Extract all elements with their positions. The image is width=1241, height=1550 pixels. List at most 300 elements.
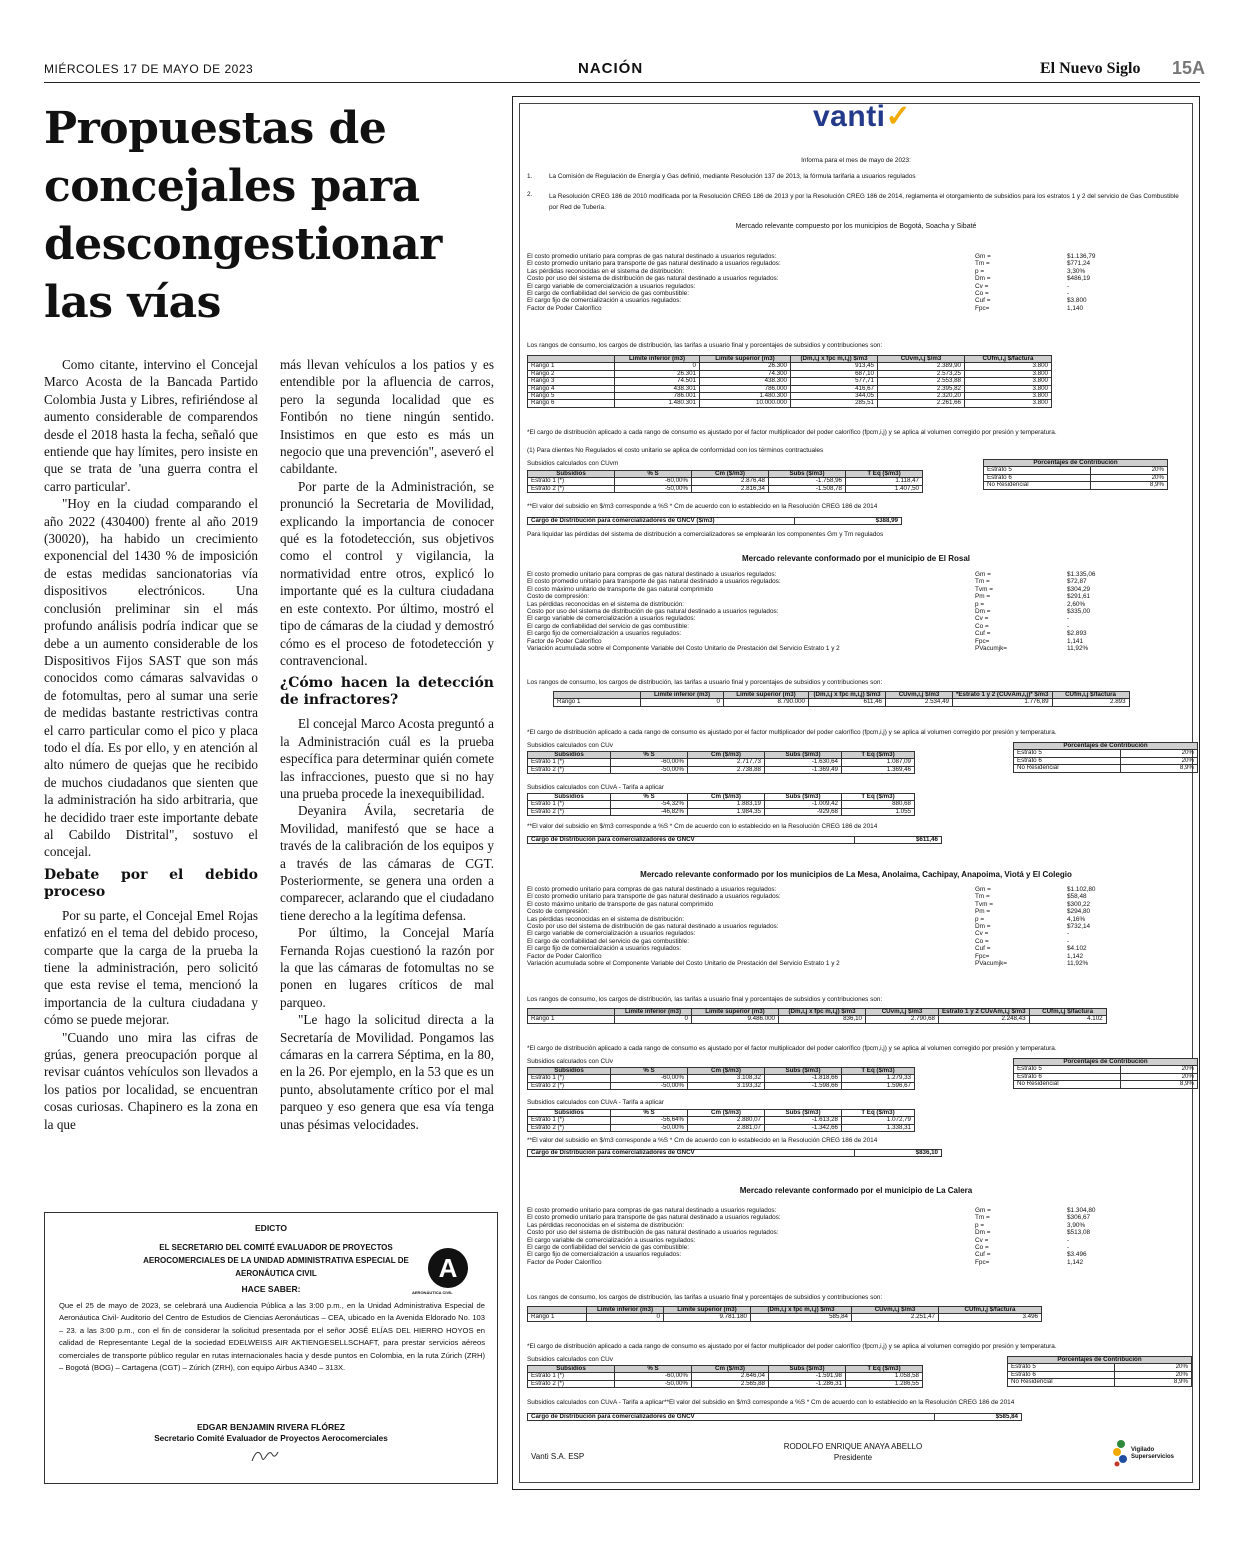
parameter-row — [527, 623, 1167, 630]
table-cell: 786.000 — [700, 385, 791, 392]
table-cell: 8,9% — [1115, 1379, 1192, 1386]
table-cell: -929,68 — [765, 808, 842, 815]
parameter-row — [527, 260, 1167, 267]
parameter-value: 1,142 — [1067, 952, 1083, 960]
market-1-ranges-table — [527, 355, 1052, 408]
table-cell: 2.395,82 — [878, 385, 965, 392]
table-cell: -60,00% — [615, 1373, 692, 1380]
parameter-value: $771,24 — [1067, 260, 1091, 268]
table-header-cell: Cm ($/m3) — [688, 752, 765, 759]
parameter-label: Costo por uso del sistema de distribución de gas natural destinado a usuarios regulados: — [527, 922, 779, 930]
table-cell: 285,51 — [791, 400, 878, 407]
parameter-row — [527, 1237, 1167, 1244]
parameter-label: Variación acumulada sobre el Componente Variable del Costo Unitario de Prestación del Servicio Estrato 1 y 2 — [527, 959, 840, 967]
table-cell: Rango 3 — [528, 378, 615, 385]
table-header-cell: Cm ($/m3) — [692, 1366, 769, 1373]
table-cell: 1.480.300 — [700, 393, 791, 400]
section-title: NACIÓN — [578, 60, 644, 77]
contributions-header: Porcentajes de Contribución — [1014, 1059, 1198, 1066]
table-row — [528, 478, 923, 485]
parameter-value: $294,80 — [1067, 908, 1091, 916]
market-4-note: *El cargo de distribución aplicado a cada rango de consumo es ajustado por el factor multiplicador del poder calorífico (fpcm,i,j) y se aplica al volumen corregido por presión y temperatura. — [527, 1343, 1057, 1350]
parameter-value: 11,92% — [1067, 959, 1089, 967]
table-header-cell: CUvm,i,j $/m3 — [852, 1307, 939, 1314]
table-header-cell: Cm ($/m3) — [688, 794, 765, 801]
table-cell: -50,00% — [615, 485, 692, 492]
cargo-value: $836,10 — [855, 1150, 942, 1157]
parameter-symbol: Cv = — [975, 282, 989, 290]
table-header-cell: (Dm,i,j x fpc m,i,j) $/m3 — [779, 1009, 866, 1016]
parameter-value: 3,30% — [1067, 267, 1086, 275]
market-3-note: *El cargo de distribución aplicado a cada rango de consumo es ajustado por el factor multiplicador del poder calorífico (fpcm,i,j) y se aplica al volumen corregido por presión y temperatura. — [527, 1045, 1057, 1052]
table-cell: Estrato 5 — [1014, 750, 1121, 757]
table-row — [528, 393, 1052, 400]
table-cell: Estrato 1 (*) — [528, 1075, 611, 1082]
parameter-symbol: Cuf = — [975, 630, 991, 638]
article-headline: Propuestas de concejales para descongestionar las vías — [44, 103, 442, 328]
market-3-subsidies-table — [527, 1067, 915, 1090]
parameter-symbol: Dm = — [975, 607, 991, 615]
table-header-cell: % S — [611, 752, 688, 759]
table-cell: 2.248,43 — [939, 1016, 1030, 1023]
parameter-value: $486,19 — [1067, 275, 1091, 283]
parameter-value: $304,29 — [1067, 585, 1091, 593]
edict-title: EDICTO — [255, 1223, 287, 1233]
table-cell: 1.369,46 — [842, 766, 915, 773]
table-cell: 3.800 — [965, 363, 1052, 370]
table-row — [528, 1117, 915, 1124]
table-header-cell: Subs ($/m3) — [765, 794, 842, 801]
table-cell: 8,9% — [1121, 1081, 1198, 1088]
market-1-title: Mercado relevante compuesto por los municipios de Bogotá, Soacha y Sibaté — [735, 223, 977, 230]
parameter-value: 3,90% — [1067, 1221, 1086, 1229]
table-cell: -46,82% — [611, 808, 688, 815]
market-2-ranges-intro: Los rangos de consumo, los cargos de distribución, las tarifas a usuario final y porcentajes de subsidios y contribuciones son: — [527, 679, 883, 686]
parameter-value: 1,142 — [1067, 1258, 1083, 1266]
table-header-cell: % S — [611, 1110, 688, 1117]
edict-subtitle: HACE SABER: — [241, 1284, 301, 1294]
market-4-note: Subsidios calculados con CUvA - Tarifa a aplicar**El valor del subsidio en $/m3 corresponde a %S * Cm de acuerdo con lo establecido en la Resolución CREG 186 de 2014 — [527, 1399, 1015, 1406]
table-header-cell: T Eq ($/m3) — [842, 1110, 915, 1117]
table-cell: Estrato 1 (*) — [528, 759, 611, 766]
table-row — [984, 482, 1168, 489]
parameter-label: Variación acumulada sobre el Componente Variable del Costo Unitario de Prestación del Servicio Estrato 1 y 2 — [527, 644, 840, 652]
paragraph: Por su parte, el Concejal Emel Rojas enfatizó en el tema del debido proceso, comparte que la carga de la prueba la tiene la administración, pero solicitó que esta revise el tema, mencionó la importancia de la cultura ciudadana y cómo se puede mejorar. — [44, 907, 258, 1028]
cargo-value: $585,84 — [935, 1414, 1022, 1421]
parameter-label: El costo promedio unitario para compras de gas natural destinado a usuarios regulados: — [527, 253, 777, 260]
table-cell: Rango 1 — [554, 699, 641, 706]
table-cell: Rango 5 — [528, 393, 615, 400]
table-cell: 2.717,73 — [688, 759, 765, 766]
parameter-value: 1,140 — [1067, 304, 1083, 312]
parameter-row — [527, 923, 1167, 930]
newspaper-name: El Nuevo Siglo — [1040, 60, 1141, 77]
parameter-value: - — [1067, 937, 1070, 945]
table-header-cell: Límite inferior (m3) — [615, 356, 700, 363]
parameter-symbol: Cuf = — [975, 297, 991, 305]
parameter-symbol: Fpc= — [975, 304, 990, 312]
market-1-contributions-table — [983, 459, 1168, 490]
cargo-value: $388,99 — [795, 518, 902, 525]
parameter-value: 2,60% — [1067, 600, 1086, 608]
table-cell: 4.102 — [1029, 1016, 1106, 1023]
market-2-cargo-table — [527, 836, 942, 844]
table-header-cell: (Dm,i,j x fpc m,i,j) $/m3 — [791, 356, 878, 363]
parameter-value: $1.304,80 — [1067, 1207, 1096, 1214]
table-cell: -1.818,66 — [765, 1075, 842, 1082]
table-cell: 2.389,90 — [878, 363, 965, 370]
table-cell: 2.738,88 — [688, 766, 765, 773]
table-cell: 1.480.301 — [615, 400, 700, 407]
parameter-label: El cargo fijo de comercialización a usuarios regulados: — [527, 945, 682, 953]
table-row — [1014, 1081, 1198, 1088]
table-cell: No Residencial — [1014, 765, 1121, 772]
table-cell: 438.300 — [700, 378, 791, 385]
market-3-parameters — [527, 886, 1167, 967]
footer-signer: RODOLFO ENRIQUE ANAYA ABELLO — [783, 1442, 923, 1451]
parameter-row — [527, 275, 1167, 282]
table-cell: 1.058,58 — [846, 1373, 923, 1380]
table-cell: Estrato 1 (*) — [528, 478, 615, 485]
parameter-symbol: p = — [975, 267, 985, 275]
parameter-value: - — [1067, 930, 1070, 938]
market-1-subsidies-intro: Subsidios calculados con CUvm — [527, 460, 619, 467]
table-header-row — [528, 356, 1052, 363]
table-cell: 0 — [615, 363, 700, 370]
parameter-row — [527, 268, 1167, 275]
market-3-title: Mercado relevante conformado por los municipios de La Mesa, Anolaima, Cachipay, Anapoima, Viotá y El Colegio — [640, 870, 1072, 879]
table-cell: 344,05 — [791, 393, 878, 400]
table-cell: 2.261,66 — [878, 400, 965, 407]
table-cell: 2.790,68 — [866, 1016, 939, 1023]
table-cell: Estrato 5 — [1014, 1066, 1121, 1073]
parameter-value: $732,14 — [1067, 922, 1091, 930]
contributions-header: Porcentajes de Contribución — [1014, 743, 1198, 750]
table-cell: 3.496 — [939, 1314, 1042, 1321]
table-header-cell: Límite superior (m3) — [724, 692, 809, 699]
table-cell: 20% — [1115, 1371, 1192, 1378]
parameter-value: $4.102 — [1067, 945, 1087, 953]
market-3-contributions-table — [1013, 1058, 1198, 1089]
table-cell: No Residencial — [984, 482, 1091, 489]
table-cell: 585,84 — [751, 1314, 852, 1321]
table-cell: 2.251,47 — [852, 1314, 939, 1321]
parameter-value: - — [1067, 1243, 1070, 1251]
parameter-value: $1.335,06 — [1067, 571, 1096, 578]
cargo-label: Cargo de Distribución para comercializadores de GNCV ($/m3) — [528, 518, 795, 525]
paragraph: "Cuando uno mira las cifras de grúas, genera preocupación porque al revisar cuántos vehículos son llevados a los patios por localidad, se encuentran cosas curiosas. Chapinero es la zona en la que — [44, 1029, 258, 1132]
table-header-cell: CUfm,i,j $/factura — [1029, 1009, 1106, 1016]
table-header-cell: Estrato 1 y 2 CUvAm,i,j $/m3 — [939, 1009, 1030, 1016]
table-cell: 8.790.000 — [724, 699, 809, 706]
table-cell: 2.573,25 — [878, 370, 965, 377]
table-header-cell: Subs ($/m3) — [769, 471, 846, 478]
table-header-row — [528, 1307, 1042, 1314]
parameter-label: El cargo variable de comercialización a usuarios regulados: — [527, 1236, 696, 1244]
table-cell: Rango 1 — [528, 1314, 587, 1321]
table-cell: 9.781.180 — [664, 1314, 751, 1321]
table-cell: 611,46 — [809, 699, 886, 706]
parameter-value: $335,00 — [1067, 607, 1091, 615]
market-4-cargo-table — [527, 1413, 1022, 1421]
table-row — [528, 1016, 1107, 1023]
article-column-1 — [44, 356, 258, 1133]
parameter-row — [527, 615, 1167, 622]
market-2-subsidies-table — [527, 751, 915, 774]
table-cell: 3.800 — [965, 400, 1052, 407]
table-cell: -60,00% — [615, 478, 692, 485]
table-header-row — [528, 471, 923, 478]
table-cell: -1.598,66 — [765, 1082, 842, 1089]
parameter-label: Factor de Poder Calorífico — [527, 952, 602, 960]
table-cell: 3.108,32 — [688, 1075, 765, 1082]
parameter-label: El costo máximo unitario de transporte de gas natural comprimido — [527, 900, 714, 908]
market-1-note: *El cargo de distribución aplicado a cada rango de consumo es ajustado por el factor multiplicador del poder calorífico (fpcm,i,j) y se aplica al volumen corregido por presión y temperatura. — [527, 429, 1057, 436]
parameter-symbol: Dm = — [975, 922, 991, 930]
table-row — [528, 363, 1052, 370]
market-1-note: **El valor del subsidio en $/m3 corresponde a %S * Cm de acuerdo con lo establecido en la Resolución CREG 186 de 2014 — [527, 503, 878, 510]
table-cell: -1.613,28 — [765, 1117, 842, 1124]
parameter-label: El cargo fijo de comercialización a usuarios regulados: — [527, 297, 682, 305]
header-date: MIÉRCOLES 17 DE MAYO DE 2023 — [44, 62, 254, 76]
table-row — [528, 801, 915, 808]
parameter-symbol: Cv = — [975, 930, 989, 938]
table-header-cell: Límite superior (m3) — [700, 356, 791, 363]
table-cell: 1.883,19 — [688, 801, 765, 808]
parameter-value: 11,92% — [1067, 644, 1089, 652]
table-cell: Estrato 6 — [1014, 1073, 1121, 1080]
table-cell: 2.880,07 — [688, 1117, 765, 1124]
check-icon: ✓ — [885, 100, 912, 133]
edict-signer: EDGAR BENJAMIN RIVERA FLÓREZ — [197, 1422, 345, 1433]
parameter-row — [527, 1214, 1167, 1221]
table-cell: 1.118,47 — [846, 478, 923, 485]
table-cell: 1.407,50 — [846, 485, 923, 492]
table-header-cell: CUvm,i,j $/m3 — [878, 356, 965, 363]
table-cell: 0 — [641, 699, 724, 706]
table-cell: Rango 1 — [528, 1016, 615, 1023]
parameter-label: El cargo fijo de comercialización a usuarios regulados: — [527, 1251, 682, 1259]
footer-signer-role: Presidente — [833, 1453, 873, 1462]
market-2-ranges-table — [553, 691, 1130, 707]
table-cell: 416,67 — [791, 385, 878, 392]
parameter-row — [527, 305, 1167, 312]
table-header-cell: Subs ($/m3) — [765, 1068, 842, 1075]
table-cell: 2.646,04 — [692, 1373, 769, 1380]
table-header-cell: (Dm,i,j x fpc m,i,j) $/m3 — [751, 1307, 852, 1314]
market-1-cargo-table — [527, 517, 902, 525]
parameter-label: Costo de compresión: — [527, 908, 590, 916]
table-cell: 20% — [1121, 750, 1198, 757]
paragraph: "Hoy en la ciudad comparando el año 2022 (430400) frente al año 2019 (30020), ha habido un crecimiento exponencial del 1430 % de imposición de estas medidas sancionatorias vía dispositivos electrónicos. Una conclusión preliminar sin el más profundo análisis podría indicar que se debe a un aumento considerable de los Dispositivos Fijos SAST que son más conocidos como cámaras salvavidas o de fotomultas, pero al sumar una serie de medidas bastante restrictivas contra el carro particular como el pico y placa todo el día. Es por ello, y en atención al alto número de quejas que he recibido de muchos ciudadanos que sienten que la administración ha sido arbitraria, que he decidido traer este importante debate al Cabildo Distrital", sostuvo el concejal. — [44, 496, 258, 860]
table-cell: 20% — [1121, 1073, 1198, 1080]
contributions-header: Porcentajes de Contribución — [984, 460, 1168, 467]
vigilado-label: Vigilado Superservicios — [1131, 1447, 1175, 1460]
table-cell: 3.800 — [965, 385, 1052, 392]
table-cell: Rango 6 — [528, 400, 615, 407]
table-cell: Rango 1 — [528, 363, 615, 370]
parameter-label: El costo máximo unitario de transporte de gas natural comprimido — [527, 585, 714, 593]
parameter-label: El cargo de confiabilidad del servicio de gas combustible: — [527, 622, 689, 630]
parameter-row — [527, 290, 1167, 297]
parameter-symbol: Gm = — [975, 1207, 991, 1214]
footer-company: Vanti S.A. ESP — [531, 1452, 585, 1461]
table-cell: Estrato 1 (*) — [528, 1117, 611, 1124]
market-4-contributions-table — [1007, 1356, 1192, 1387]
market-1-note: Para liquidar las pérdidas del sistema de distribución a comercializadores se emplearán los componentes Gm y Tm regulados — [527, 531, 884, 538]
parameter-value: $1.136,79 — [1067, 253, 1096, 260]
parameter-value: $3.496 — [1067, 1251, 1087, 1259]
parameter-row — [527, 608, 1167, 615]
parameter-row — [527, 601, 1167, 608]
parameter-symbol: Cuf = — [975, 1251, 991, 1259]
market-2-subsidies-cuva-table — [527, 793, 915, 816]
table-row — [528, 370, 1052, 377]
table-cell: 20% — [1121, 1066, 1198, 1073]
table-cell: 1.286,55 — [846, 1380, 923, 1387]
table-cell: -50,00% — [611, 766, 688, 773]
table-row — [1008, 1379, 1192, 1386]
parameter-value: $306,67 — [1067, 1214, 1091, 1222]
parameter-symbol: Tvm = — [975, 585, 993, 593]
parameter-row — [527, 645, 1167, 652]
parameter-value: $72,87 — [1067, 578, 1087, 586]
table-header-cell: (Dm,i,j x fpc m,i,j) $/m3 — [809, 692, 886, 699]
parameter-value: 1,141 — [1067, 637, 1083, 645]
parameter-symbol: PVacumjk= — [975, 959, 1008, 967]
parameter-row — [527, 571, 1167, 578]
table-cell: -54,32% — [611, 801, 688, 808]
edict-signer-role: Secretario Comité Evaluador de Proyectos Aerocomerciales — [154, 1434, 388, 1444]
table-cell: Rango 4 — [528, 385, 615, 392]
table-header-cell: CUfm,i,j $/factura — [1052, 692, 1129, 699]
parameter-symbol: Gm = — [975, 571, 991, 578]
market-4-ranges-table — [527, 1306, 1042, 1322]
table-cell: -1.591,98 — [769, 1373, 846, 1380]
table-row — [528, 1314, 1042, 1321]
market-2-parameters — [527, 571, 1167, 652]
table-header-cell: % S — [611, 1068, 688, 1075]
parameter-row — [527, 953, 1167, 960]
table-cell: 26.300 — [700, 363, 791, 370]
market-4-parameters — [527, 1207, 1167, 1266]
table-row — [1014, 765, 1198, 772]
market-3-ranges-table — [527, 1008, 1107, 1024]
parameter-value: - — [1067, 615, 1070, 623]
table-cell: 2.881,07 — [688, 1124, 765, 1131]
parameter-label: El costo promedio unitario para compras de gas natural destinado a usuarios regulados: — [527, 1207, 777, 1214]
market-1-ranges-intro: Los rangos de consumo, los cargos de distribución, las tarifas a usuario final y porcentajes de subsidios y contribuciones son: — [527, 342, 883, 349]
paragraph: "Le hago la solicitud directa a la Secretaría de Movilidad. Pongamos las cámaras en la carrera Séptima, en la 80, en la 26. Por ejemplo, en la 53 que es un punto, absolutamente crítico por el mal parqueo y eso genera que esa vía tenga unas pésimas velocidades. — [280, 1012, 494, 1132]
parameter-symbol: Pm = — [975, 593, 991, 601]
parameter-value: $300,22 — [1067, 900, 1091, 908]
table-row — [528, 808, 915, 815]
table-header-cell: Subsidios — [528, 471, 615, 478]
table-cell: 0 — [615, 1016, 692, 1023]
paragraph: El concejal Marco Acosta preguntó a la Administración cuál es la prueba específica para determinar quién comete las infracciones, puesto que si no hay una prueba procede la inexequibilidad. — [280, 716, 494, 801]
table-cell: Estrato 2 (*) — [528, 1124, 611, 1131]
table-cell: -50,00% — [611, 1082, 688, 1089]
parameter-symbol: Fpc= — [975, 1258, 990, 1266]
parameter-label: El costo promedio unitario para transporte de gas natural destinado a usuarios regulados: — [527, 893, 781, 901]
table-cell: Estrato 5 — [1008, 1364, 1115, 1371]
market-3-cargo-table — [527, 1149, 942, 1157]
table-cell: 2.553,88 — [878, 378, 965, 385]
table-header-cell: T Eq ($/m3) — [846, 471, 923, 478]
market-1-note: (1) Para clientes No Regulados el costo unitario se aplica de conformidad con los términos contractuales — [527, 447, 824, 454]
parameter-row — [527, 960, 1167, 967]
market-2-subsidies-cuva-intro: Subsidios calculados con CUvA - Tarifa a aplicar — [527, 784, 664, 791]
table-row — [528, 378, 1052, 385]
table-cell: 8,9% — [1121, 765, 1198, 772]
signature-icon — [250, 1446, 280, 1466]
table-cell: -1.630,64 — [765, 759, 842, 766]
table-cell: 20% — [1091, 467, 1168, 474]
table-cell: 9.486.000 — [692, 1016, 779, 1023]
parameter-label: El costo promedio unitario para transporte de gas natural destinado a usuarios regulados: — [527, 1214, 781, 1222]
table-header-cell: CUfm,i,j $/factura — [965, 356, 1052, 363]
paragraph: más llevan vehículos a los patios y es entendible por la afluencia de carros, pero la segunda localidad que es Fontibón no tiene ningún sentido. Insistimos en que esto es más un negocio que una prevención", aseveró el cabildante. — [280, 357, 494, 477]
table-header-cell: Límite superior (m3) — [692, 1009, 779, 1016]
market-2-title: Mercado relevante conformado por el municipio de El Rosal — [741, 554, 971, 563]
article-column-2 — [280, 356, 494, 1133]
parameter-label: El costo promedio unitario para transporte de gas natural destinado a usuarios regulados: — [527, 260, 781, 268]
table-cell: 836,10 — [779, 1016, 866, 1023]
parameter-value: - — [1067, 282, 1070, 290]
market-2-contributions-table — [1013, 742, 1198, 773]
parameter-value: $513,08 — [1067, 1229, 1091, 1237]
table-cell: 2.320,20 — [878, 393, 965, 400]
parameter-label: Las pérdidas reconocidas en el sistema de distribución: — [527, 915, 685, 923]
parameter-symbol: p = — [975, 600, 985, 608]
table-header-cell: Subs ($/m3) — [765, 752, 842, 759]
table-cell: 1.596,67 — [842, 1082, 915, 1089]
parameter-row — [527, 945, 1167, 952]
table-header-cell: Subs ($/m3) — [769, 1366, 846, 1373]
cargo-label: Cargo de Distribución para comercializadores de GNCV — [528, 837, 855, 844]
notice-intro: Informa para el mes de mayo de 2023: — [801, 157, 911, 164]
table-cell: 1.984,35 — [688, 808, 765, 815]
parameter-symbol: Tm = — [975, 893, 990, 901]
table-header-cell: CUvm,i,j $/m3 — [886, 692, 953, 699]
paragraph: Por último, la Concejal María Fernanda Rojas cuestionó la razón por la que las cámaras de fotomultas no se ponen en lugares críticos de mal parqueo. — [280, 925, 494, 1010]
table-header-cell: Subsidios — [528, 1110, 611, 1117]
parameter-symbol: Co = — [975, 937, 989, 945]
market-4-subsidies-table — [527, 1365, 923, 1388]
table-header-cell: % S — [615, 1366, 692, 1373]
parameter-label: El costo promedio unitario para compras de gas natural destinado a usuarios regulados: — [527, 571, 777, 578]
table-cell: Estrato 2 (*) — [528, 1380, 615, 1387]
parameter-symbol: Co = — [975, 622, 989, 630]
parameter-value: - — [1067, 1236, 1070, 1244]
table-cell: Estrato 6 — [984, 474, 1091, 481]
table-cell: 3.800 — [965, 393, 1052, 400]
parameter-row — [527, 638, 1167, 645]
market-2-note: *El cargo de distribución aplicado a cada rango de consumo es ajustado por el factor multiplicador del poder calorífico (fpcm,i,j) y se aplica al volumen corregido por presión y temperatura. — [527, 729, 1057, 736]
market-3-note: **El valor del subsidio en $/m3 corresponde a %S * Cm de acuerdo con lo establecido en la Resolución CREG 186 de 2014 — [527, 1137, 878, 1144]
parameter-label: El cargo variable de comercialización a usuarios regulados: — [527, 282, 696, 290]
table-cell: Estrato 1 (*) — [528, 1373, 615, 1380]
subheading: ¿Cómo hacen la detección de infractores? — [280, 675, 494, 709]
table-cell: 20% — [1115, 1364, 1192, 1371]
table-header-row — [528, 1068, 915, 1075]
parameter-value: - — [1067, 622, 1070, 630]
parameter-row — [527, 916, 1167, 923]
parameter-value: 4,16% — [1067, 915, 1086, 923]
table-header-cell: Límite inferior (m3) — [641, 692, 724, 699]
table-cell: No Residencial — [1014, 1081, 1121, 1088]
market-3-ranges-intro: Los rangos de consumo, los cargos de distribución, las tarifas a usuario final y porcentajes de subsidios y contribuciones son: — [527, 996, 883, 1003]
